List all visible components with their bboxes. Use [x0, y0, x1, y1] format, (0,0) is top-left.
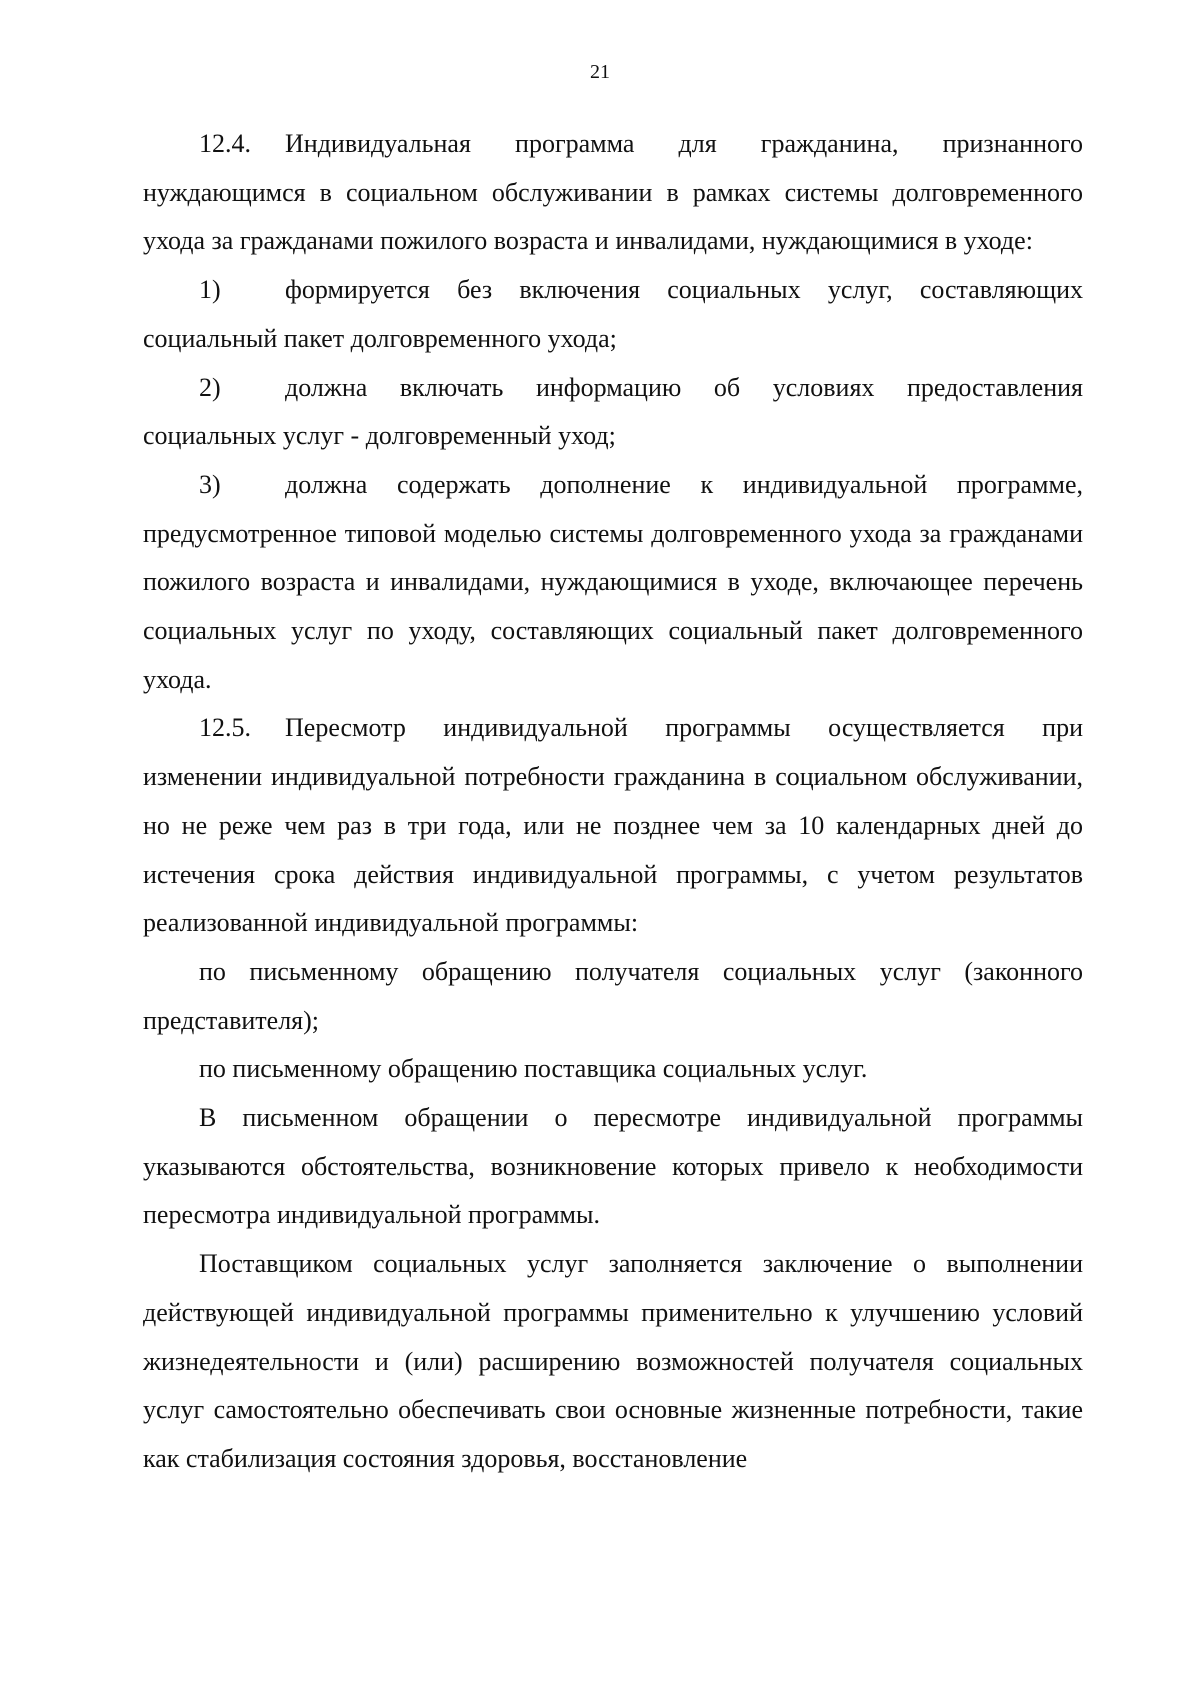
paragraph: по письменному обращению получателя социальных услуг (законного представителя);: [143, 956, 1083, 1035]
paragraph: В письменном обращении о пересмотре индивидуальной программы указываются обстоятельства, возникновение которых привело к необходимости пересмотра индивидуальной программы.: [143, 1103, 1083, 1230]
clause-number: 12.5.: [199, 713, 251, 743]
list-item-number: 3): [199, 469, 221, 499]
clause-text: Пересмотр индивидуальной программы осуществляется при изменении индивидуальной потребности гражданина в социальном обслуживании, но не реже чем раз в три года, или не позднее чем за 10 календарных дней до истечения срока действия индивидуальной программы, с учетом результатов реализованной индивидуальной программы:: [143, 713, 1083, 938]
clause-12-4: [143, 120, 1083, 266]
clause-text: Индивидуальная программа для гражданина, признанного нуждающимся в социальном обслуживании в рамках системы долговременного ухода за гражданами пожилого возраста и инвалидами, нуждающимися в уходе:: [143, 129, 1083, 256]
list-item-1: [143, 266, 1083, 363]
list-item-text: формируется без включения социальных услуг, составляющих социальный пакет долговременного ухода;: [143, 275, 1083, 353]
list-item-number: 2): [199, 372, 221, 402]
paragraph: по письменному обращению поставщика социальных услуг.: [199, 1054, 868, 1084]
clause-12-5: [143, 704, 1083, 948]
list-item-2: [143, 364, 1083, 461]
paragraph: Поставщиком социальных услуг заполняется заключение о выполнении действующей индивидуальной программы применительно к улучшению условий жизнедеятельности и (или) расширению возможностей получателя социальных услуг самостоятельно обеспечивать свои основные жизненные потребности, такие как стабилизация состояния здоровья, восстановление: [143, 1249, 1083, 1473]
list-item-text: должна содержать дополнение к индивидуальной программе, предусмотренное типовой моделью системы долговременного ухода за гражданами пожилого возраста и инвалидами, нуждающимися в уходе, включающее перечень социальных услуг по уходу, составляющих социальный пакет долговременного ухода.: [143, 469, 1083, 694]
page-number: 21: [590, 61, 610, 83]
list-item-3: [143, 461, 1083, 705]
list-item-number: 1): [199, 275, 221, 305]
document-body: [143, 120, 1083, 1484]
list-item-text: должна включать информацию об условиях предоставления социальных услуг - долговременный уход;: [143, 372, 1083, 451]
clause-number: 12.4.: [199, 129, 251, 158]
